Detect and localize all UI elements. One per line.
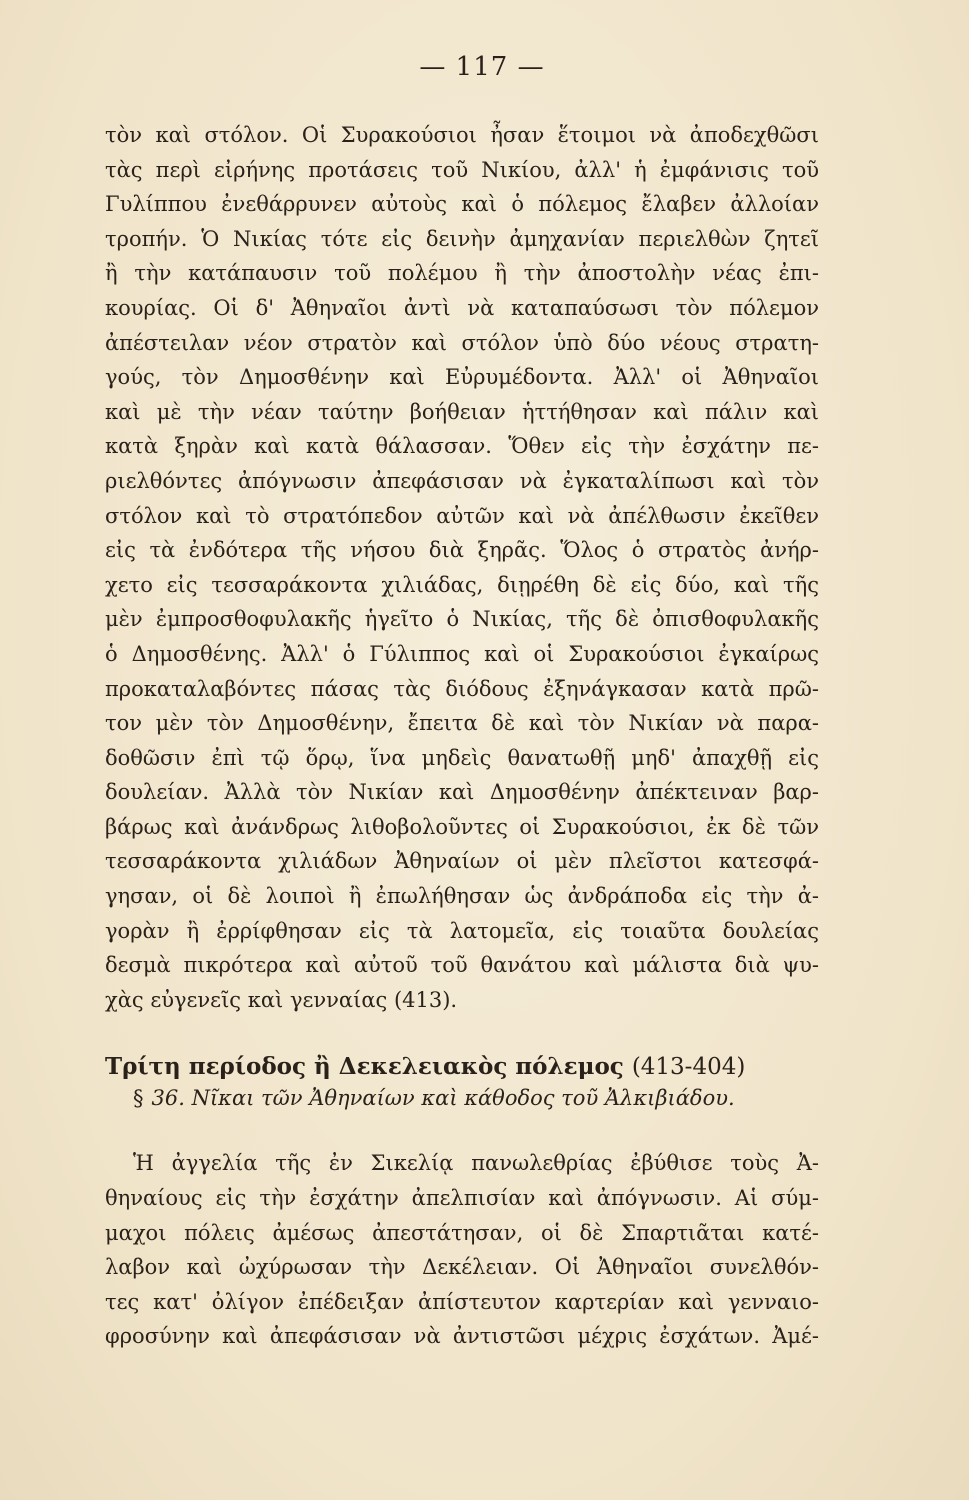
text-line: δοθῶσιν ἐπὶ τῷ ὅρῳ, ἵνα μηδεὶς θανατωθῇ μηδ' ἀπαχθῇ εἰς <box>105 745 819 770</box>
section-title-text: 36. Νῖκαι τῶν Ἀθηναίων καὶ κάθοδος τοῦ Ἀλκιβιάδου. <box>151 1086 735 1111</box>
text-line: μὲν ἐμπροσθοφυλακῆς ἡγεῖτο ὁ Νικίας, τῆς δὲ ὀπισθοφυλακῆς <box>105 607 819 632</box>
text-line: κουρίας. Οἱ δ' Ἀθηναῖοι ἀντὶ νὰ καταπαύσωσι τὸν πόλεμον <box>105 295 819 320</box>
text-line: καὶ μὲ τὴν νέαν ταύτην βοήθειαν ἡττήθησαν καὶ πάλιν καὶ <box>105 399 819 424</box>
text-line: τὸν καὶ στόλον. Οἱ Συρακούσιοι ἦσαν ἕτοιμοι νὰ ἀποδεχθῶσι <box>105 123 819 147</box>
text-line: προκαταλαβόντες πάσας τὰς διόδους ἐξηνάγκασαν κατὰ πρῶ- <box>105 676 819 701</box>
text-line: Ἡ ἀγγελία τῆς ἐν Σικελίᾳ πανωλεθρίας ἐβύθισε τοὺς Ἀ- <box>133 1151 819 1176</box>
text-line: κατὰ ξηρὰν καὶ κατὰ θάλασσαν. Ὅθεν εἰς τὴν ἐσχάτην πε- <box>105 434 819 459</box>
text-line: χὰς εὐγενεῖς καὶ γενναίας (413). <box>105 987 458 1012</box>
section-sign: § <box>133 1086 144 1111</box>
text-line: τεσσαράκοντα χιλιάδων Ἀθηναίων οἱ μὲν πλεῖστοι κατεσφά- <box>105 849 819 874</box>
text-line: λαβον καὶ ὠχύρωσαν τὴν Δεκέλειαν. Οἱ Ἀθηναῖοι συνελθόν- <box>105 1255 819 1280</box>
text-line: μαχοι πόλεις ἀμέσως ἀπεστάτησαν, οἱ δὲ Σπαρτιᾶται κατέ- <box>105 1220 819 1245</box>
section-title <box>133 1086 819 1110</box>
text-line: τροπήν. Ὁ Νικίας τότε εἰς δεινὴν ἀμηχανίαν περιελθὼν ζητεῖ <box>105 226 819 251</box>
text-line: δουλείαν. Ἀλλὰ τὸν Νικίαν καὶ Δημοσθένην ἀπέκτειναν βαρ- <box>105 780 819 805</box>
text-line: βάρως καὶ ἀνάνδρως λιθοβολοῦντες οἱ Συρακούσιοι, ἐκ δὲ τῶν <box>105 814 819 839</box>
text-line: θηναίους εἰς τὴν ἐσχάτην ἀπελπισίαν καὶ ἀπόγνωσιν. Αἱ σύμ- <box>105 1186 819 1211</box>
period-heading <box>105 1053 819 1080</box>
text-line: γορὰν ἢ ἐρρίφθησαν εἰς τὰ λατομεῖα, εἰς τοιαῦτα δουλείας <box>105 918 819 943</box>
period-heading-title: Τρίτη περίοδος ἢ Δεκελειακὸς πόλεμος <box>105 1053 624 1081</box>
text-line: εἰς τὰ ἐνδότερα τῆς νήσου διὰ ξηρᾶς. Ὅλος ὁ στρατὸς ἀνήρ- <box>105 538 819 563</box>
text-line: τες κατ' ὀλίγον ἐπέδειξαν ἀπίστευτον καρτερίαν καὶ γενναιο- <box>105 1289 819 1314</box>
text-line: δεσμὰ πικρότερα καὶ αὐτοῦ τοῦ θανάτου καὶ μάλιστα διὰ ψυ- <box>105 953 819 978</box>
text-line: γούς, τὸν Δημοσθένην καὶ Εὐρυμέδοντα. Ἀλλ' οἱ Ἀθηναῖοι <box>105 365 819 390</box>
text-line: ριελθόντες ἀπόγνωσιν ἀπεφάσισαν νὰ ἐγκαταλίπωσι καὶ τὸν <box>105 468 819 493</box>
text-line: τον μὲν τὸν Δημοσθένην, ἔπειτα δὲ καὶ τὸν Νικίαν νὰ παρα- <box>105 711 819 736</box>
text-line: Γυλίππου ἐνεθάρρυνεν αὐτοὺς καὶ ὁ πόλεμος ἔλαβεν ἀλλοίαν <box>105 192 819 217</box>
paragraph-2 <box>105 1146 819 1354</box>
text-line: φροσύνην καὶ ἀπεφάσισαν νὰ ἀντιστῶσι μέχρις ἐσχάτων. Ἀμέ- <box>105 1324 819 1349</box>
page-number: — 117 — <box>419 52 545 82</box>
text-line: ὁ Δημοσθένης. Ἀλλ' ὁ Γύλιππος καὶ οἱ Συρακούσιοι ἐγκαίρως <box>105 641 819 666</box>
paragraph-1 <box>105 118 819 1017</box>
text-line: τὰς περὶ εἰρήνης προτάσεις τοῦ Νικίου, ἀλλ' ἡ ἐμφάνισις τοῦ <box>105 157 819 182</box>
text-line: ἢ τὴν κατάπαυσιν τοῦ πολέμου ἢ τὴν ἀποστολὴν νέας ἐπι- <box>105 261 819 286</box>
text-line: γησαν, οἱ δὲ λοιποὶ ἢ ἐπωλήθησαν ὡς ἀνδράποδα εἰς τὴν ἀ- <box>105 884 819 909</box>
text-line: στόλον καὶ τὸ στρατόπεδον αὐτῶν καὶ νὰ ἀπέλθωσιν ἐκεῖθεν <box>105 503 819 528</box>
period-heading-dates: (413-404) <box>631 1054 746 1081</box>
text-line: χετο εἰς τεσσαράκοντα χιλιάδας, διῃρέθη δὲ εἰς δύο, καὶ τῆς <box>105 572 819 597</box>
text-line: ἀπέστειλαν νέον στρατὸν καὶ στόλον ὑπὸ δύο νέους στρατη- <box>105 330 819 355</box>
